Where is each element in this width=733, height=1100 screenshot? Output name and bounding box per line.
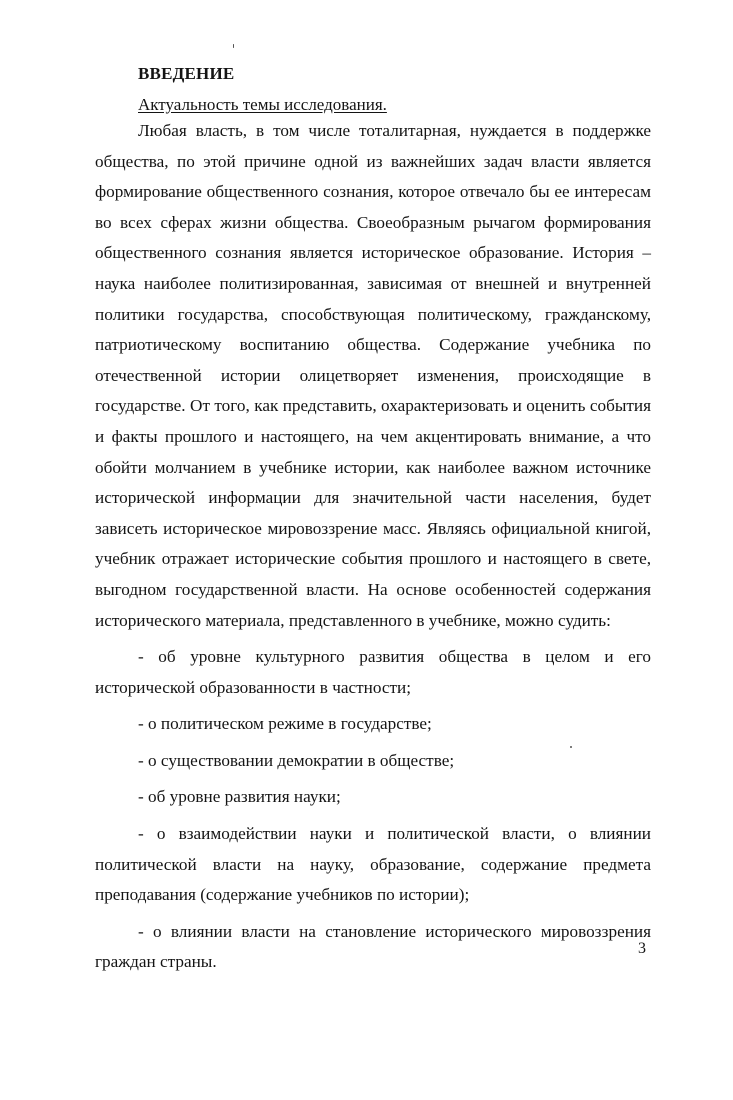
paragraph: Любая власть, в том числе тоталитарная, нуждается в поддержке общества, по этой причине одной из важнейших задач власти является формирование общественного сознания, которое отвечало бы ее интересам во всех сферах жизни общества. Своеобразным рычагом формирования общественного сознания является историческое образование. История – наука наиболее политизированная, зависимая от внешней и внутренней политики государства, способствующая политическому, гражданскому, патриотическому воспитанию общества. Содержание учебника по отечественной истории олицетворяет изменения, происходящие в государстве. От того, как представить, охарактеризовать и оценить события и факты прошлого и настоящего, на чем акцентировать внимание, а что обойти молчанием в учебнике истории, как наиболее важном источнике исторической информации для значительной части населения, будет зависеть историческое мировоззрение масс. Являясь официальной книгой, учебник отражает исторические события прошлого и настоящего в свете, выгодном государственной власти. На основе особенностей содержания исторического материала, представленного в учебнике, можно судить: (95, 121, 651, 630)
list-item: - о влиянии власти на становление исторического мировоззрения граждан страны. (95, 921, 651, 972)
list-item: - об уровне культурного развития общества в целом и его исторической образованности в частности; (95, 647, 651, 697)
page-number: 3 (638, 940, 646, 957)
list-item: - о взаимодействии науки и политической власти, о влиянии политической власти на науку, образование, содержание предмета преподавания (содержание учебников по истории); (95, 824, 651, 905)
list-item: - о существовании демократии в обществе; (138, 750, 455, 770)
list-item: - об уровне развития науки; (138, 787, 341, 807)
body-text (95, 116, 651, 978)
section-heading: ВВЕДЕНИЕ (138, 64, 235, 83)
section-subheading: Актуальность темы исследования. (138, 95, 387, 114)
list-item: - о политическом режиме в государстве; (138, 714, 432, 734)
scan-speck (233, 44, 234, 48)
